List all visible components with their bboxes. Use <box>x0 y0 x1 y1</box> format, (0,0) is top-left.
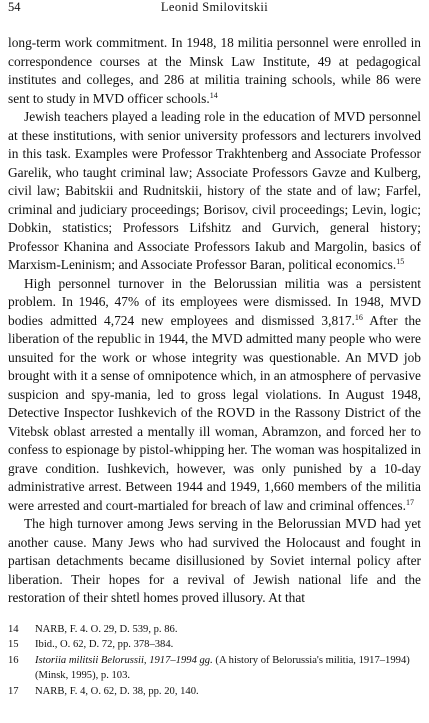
footnote-part: Ibid., O. 62, D. 72, pp. 378–384. <box>35 639 174 650</box>
paragraph-text: long-term work commitment. In 1948, 18 militia personnel were enrolled in correspondence courses at the Minsk Law Institute, 49 at pedagogical institutes and colleges, and 286 at militia training schools, while 86 were sent to study in MVD officer schools. <box>8 35 421 106</box>
footnote-number: 15 <box>8 639 19 650</box>
body-text <box>8 34 421 608</box>
running-head-author: Leonid Smilovitskii <box>160 0 269 14</box>
footnote-part: NARB, F. 4, O. 62, D. 38, pp. 20, 140. <box>35 685 199 697</box>
footnote-15 <box>8 637 421 653</box>
footnote-number: 17 <box>8 685 19 697</box>
footnotes <box>8 622 421 700</box>
footnote-marker[interactable]: 16 <box>354 312 363 322</box>
paragraph-text: After the liberation of the republic in 1944, the MVD admitted many people who were unsuited for the work or whose integrity was questionable. An MVD job brought with it a sense of omnipotence which, in an atmosphere of pervasive suspicion and spy-mania, led to gross legal violations. In August 1948, Detective Inspector Iushkevich of the ROVD in the Rassony District of the Vitebsk oblast arrested a mentally ill woman, Abramzon, and forced her to confess to espionage by pistol-whipping her. The woman was hospitalized in grave condition. Iushkevich, however, was only punished by a 10-day administrative arrest. Between 1944 and 1949, 1,660 members of the militia were arrested and court-martialed for breach of law and criminal offences. <box>8 312 421 513</box>
footnote-part: NARB, F. 4. O. 29, D. 539, p. 86. <box>35 623 178 635</box>
footnote-text <box>35 653 421 684</box>
footnote-title: Istoriia militsii Belorussii, 1917–1994 gg. <box>35 654 213 666</box>
footnote-number: 16 <box>8 654 19 666</box>
paragraph-p4 <box>8 515 421 608</box>
paragraph-p2 <box>8 108 421 275</box>
footnote-marker[interactable]: 17 <box>405 497 414 507</box>
footnote-part: (A history of Belorussia's militia, 1917–1994) (Minsk, 1995), p. 103. <box>35 654 410 681</box>
footnote-number: 14 <box>8 623 19 635</box>
footnote-marker[interactable]: 15 <box>396 257 405 266</box>
book-page <box>8 0 421 699</box>
footnote-text <box>35 684 421 700</box>
paragraph-p1 <box>8 34 421 108</box>
page-number: 54 <box>8 0 21 14</box>
footnote-14 <box>8 622 421 638</box>
footnote-marker[interactable]: 14 <box>209 90 218 100</box>
paragraph-text: Jewish teachers played a leading role in the education of MVD personnel at these institutions, with senior university professors and lecturers involved in this task. Examples were Professor Trakhtenberg and Associate Professor Garelik, who taught criminal law; Associate Professors Gavze and Kulberg, civil law; Babitskii and Rudnitskii, history of the state and of law; Farfel, criminal and judiciary proceedings; Borisov, civil proceedings; Levin, logic; Dobkin, statistics; Professors Lifshitz and Gurvich, general history; Professor Khanina and Associate Professors Iakub and Margolin, basics of Marxism-Leninism; and Associate Professor Baran, political economics. <box>8 109 421 272</box>
paragraph-text: The high turnover among Jews serving in the Belorussian MVD had yet another cause. Many Jews who had survived the Holocaust and fought in partisan detachments became disillusioned by Soviet internal policy after liberation. Their hopes for a revival of Jewish national life and the restoration of their shtetl homes proved illusory. At that <box>8 516 421 605</box>
paragraph-p3 <box>8 275 421 516</box>
footnote-text <box>35 637 421 653</box>
footnote-text <box>35 622 421 638</box>
footnote-16 <box>8 653 421 684</box>
paragraph-text: High personnel turnover in the Belorussian militia was a persistent problem. In 1946, 47% of its employees were dismissed. In 1948, MVD bodies admitted 4,724 new employees and dismissed 3,817. <box>8 275 421 328</box>
footnote-17 <box>8 684 421 700</box>
running-header <box>8 0 421 22</box>
